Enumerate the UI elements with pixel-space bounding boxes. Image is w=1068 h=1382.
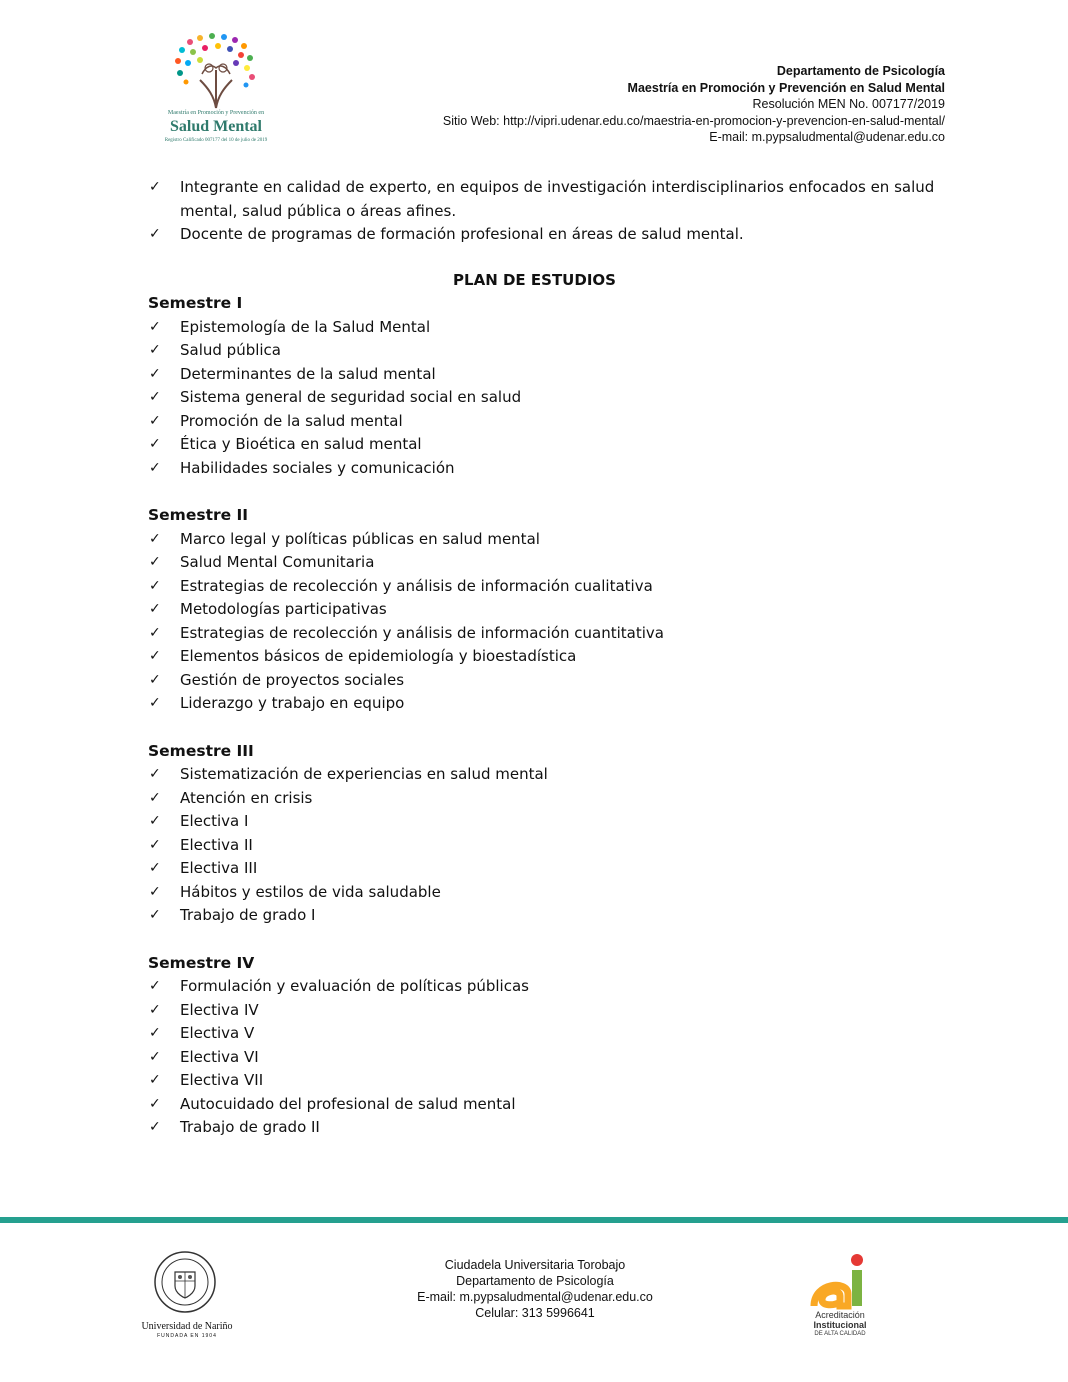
course-item [148, 904, 948, 928]
program-logo [160, 30, 272, 148]
check-icon: ✓ [149, 671, 161, 688]
course-item [148, 999, 948, 1023]
check-icon: ✓ [149, 342, 161, 358]
check-icon: ✓ [149, 766, 161, 782]
course-item [148, 975, 948, 999]
course-item [148, 1093, 948, 1117]
course-item [148, 575, 948, 599]
course-name: Electiva II [180, 835, 253, 854]
course-name: Formulación y evaluación de políticas públicas [180, 977, 529, 995]
accreditation-line2: Institucional [813, 1320, 867, 1330]
course-name: Gestión de proyectos sociales [180, 670, 405, 689]
plan-title: PLAN DE ESTUDIOS [453, 270, 616, 289]
check-icon: ✓ [149, 695, 161, 711]
accreditation-line3: DE ALTA CALIDAD [814, 1331, 866, 1337]
course-name: Electiva IV [180, 1000, 259, 1019]
course-item [148, 457, 948, 481]
check-icon: ✓ [149, 813, 161, 829]
course-item [148, 763, 948, 787]
course-name: Estrategias de recolección y análisis de información cuantitativa [180, 623, 664, 642]
course-name: Metodologías participativas [180, 600, 387, 618]
accreditation-logo [804, 1252, 876, 1342]
semester-title: Semestre I [148, 294, 243, 312]
course-item [148, 528, 948, 552]
logo-title: Salud Mental [169, 118, 262, 135]
university-name: Universidad de Nariño [141, 1321, 233, 1332]
footer-address: Ciudadela Universitaria Torobajo [444, 1258, 626, 1272]
intro-item-text: Integrante en calidad de experto, en equipos de investigación interdisciplinarios enfocados en salud mental, salud pública o áreas afines. [180, 178, 935, 220]
course-item [148, 1069, 948, 1093]
course-item [148, 316, 948, 340]
check-icon: ✓ [149, 577, 161, 594]
course-name: Promoción de la salud mental [180, 411, 403, 430]
course-name: Electiva III [180, 859, 258, 877]
course-item [148, 551, 948, 575]
check-icon: ✓ [149, 554, 161, 570]
university-seal-icon [153, 1250, 217, 1314]
course-name: Estrategias de recolección y análisis de información cualitativa [180, 576, 653, 595]
course-item [148, 1046, 948, 1070]
course-item [148, 598, 948, 622]
check-icon: ✓ [149, 883, 161, 900]
course-name: Atención en crisis [180, 788, 313, 807]
check-icon: ✓ [149, 601, 161, 617]
check-icon: ✓ [149, 648, 161, 664]
check-icon: ✓ [149, 412, 161, 429]
header-program: Maestría en Promoción y Prevención en Salud Mental [627, 80, 945, 95]
course-name: Electiva VI [180, 1047, 259, 1066]
logo-registration: Registro Calificado 007177 del 10 de julio de 2019 [164, 138, 268, 143]
check-icon: ✓ [149, 365, 161, 382]
check-icon: ✓ [149, 907, 161, 923]
check-icon: ✓ [149, 459, 161, 476]
footer-department: Departamento de Psicología [456, 1274, 614, 1288]
course-name: Trabajo de grado I [180, 906, 316, 924]
check-icon: ✓ [149, 1048, 161, 1065]
university-founded: FUNDADA EN 1904 [157, 1333, 217, 1339]
document-body [148, 176, 948, 1140]
course-name: Autocuidado del profesional de salud mental [180, 1094, 516, 1113]
check-icon: ✓ [149, 978, 161, 994]
check-icon: ✓ [149, 436, 161, 452]
course-item [148, 1116, 948, 1140]
header-website: Sitio Web: http://vipri.udenar.edu.co/maestria-en-promocion-y-prevencion-en-salud-mental/ [442, 113, 945, 128]
check-icon: ✓ [149, 318, 161, 335]
course-item [148, 1022, 948, 1046]
semester-title: Semestre II [148, 506, 249, 524]
course-name: Marco legal y políticas públicas en salud mental [180, 529, 540, 548]
check-icon: ✓ [149, 389, 161, 405]
course-name: Sistema general de seguridad social en salud [180, 388, 522, 406]
course-item [148, 834, 948, 858]
course-item [148, 669, 948, 693]
intro-item [148, 176, 948, 223]
check-icon: ✓ [149, 179, 161, 195]
check-icon: ✓ [149, 226, 161, 242]
header-info [443, 63, 945, 146]
check-icon: ✓ [149, 1095, 161, 1112]
header-email: E-mail: m.pypsaludmental@udenar.edu.co [709, 130, 945, 144]
footer-divider [0, 1217, 1068, 1223]
header-resolution: Resolución MEN No. 007177/2019 [752, 97, 945, 111]
course-name: Sistematización de experiencias en salud mental [180, 765, 548, 783]
course-name: Salud pública [180, 341, 282, 359]
course-name: Liderazgo y trabajo en equipo [180, 694, 405, 712]
course-name: Determinantes de la salud mental [180, 364, 436, 383]
check-icon: ✓ [149, 1001, 161, 1018]
intro-item [148, 223, 948, 247]
semester-title: Semestre IV [148, 953, 255, 972]
check-icon: ✓ [149, 836, 161, 853]
check-icon: ✓ [149, 860, 161, 876]
accreditation-ai-icon [804, 1252, 876, 1310]
semester-title: Semestre III [148, 741, 254, 760]
course-name: Epistemología de la Salud Mental [180, 317, 431, 336]
course-name: Elementos básicos de epidemiología y bioestadística [180, 647, 577, 665]
course-item [148, 386, 948, 410]
header-department: Departamento de Psicología [776, 64, 945, 78]
course-name: Habilidades sociales y comunicación [180, 458, 455, 477]
check-icon: ✓ [149, 624, 161, 641]
check-icon: ✓ [149, 1119, 161, 1135]
accreditation-line1: Acreditación [815, 1310, 865, 1320]
footer-contact [390, 1257, 680, 1321]
course-item [148, 645, 948, 669]
course-name: Electiva I [180, 812, 249, 830]
check-icon: ✓ [149, 789, 161, 806]
footer-email: E-mail: m.pypsaludmental@udenar.edu.co [417, 1290, 653, 1304]
course-name: Electiva V [180, 1024, 255, 1042]
course-name: Hábitos y estilos de vida saludable [180, 882, 441, 901]
course-item [148, 339, 948, 363]
intro-item-text: Docente de programas de formación profesional en áreas de salud mental. [180, 225, 744, 243]
course-item [148, 857, 948, 881]
course-name: Salud Mental Comunitaria [180, 553, 375, 571]
check-icon: ✓ [149, 1025, 161, 1041]
course-item [148, 410, 948, 434]
tree-logo-icon [160, 30, 272, 112]
check-icon: ✓ [149, 530, 161, 547]
course-item [148, 787, 948, 811]
course-item [148, 363, 948, 387]
course-item [148, 433, 948, 457]
check-icon: ✓ [149, 1072, 161, 1088]
course-name: Electiva VII [180, 1071, 264, 1089]
footer-phone: Celular: 313 5996641 [475, 1306, 595, 1320]
course-item [148, 692, 948, 716]
course-name: Ética y Bioética en salud mental [180, 435, 422, 453]
course-item [148, 622, 948, 646]
course-item [148, 881, 948, 905]
course-item [148, 810, 948, 834]
logo-tagline: Maestría en Promoción y Prevención en [167, 110, 265, 116]
course-name: Trabajo de grado II [180, 1118, 320, 1136]
